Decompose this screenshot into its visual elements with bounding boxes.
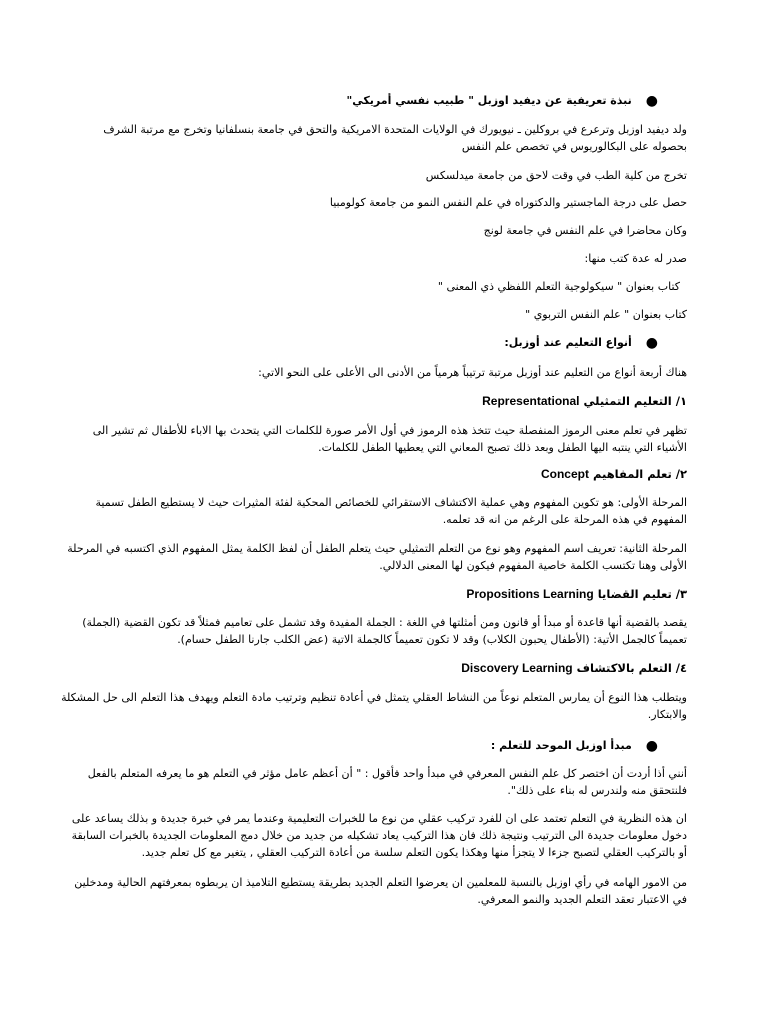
type-2-stage-2: المرحلة الثانية: تعريف اسم المفهوم وهو نوع من التعلم التمثيلي حيث يتعلم الطفل أن لفظ الكلمة يمثل المفهوم الذي اكتسبه في المرحلة الأولى وهنا تكتسب الكلمة خاصية المفهوم فيكون لها المعنى الدلالي. (67, 542, 687, 572)
principle-quote: أنني أذا أردت أن اختصر كل علم النفس المعرفي في مبدأ واحد فأقول : " أن أعظم عامل مؤثر في التعلم هو ما يعرفه المتعلم بالفعل فلنتحقق منه ولندرس له بناء على ذلك". (87, 767, 687, 797)
bullet-dot-icon: ● (645, 334, 658, 351)
bio-paragraph-3: حصل على درجة الماجستير والدكتوراه في علم النفس النمو من جامعة كولومبيا (329, 196, 687, 209)
bullet-dot-icon: ● (645, 92, 658, 109)
bio-paragraph-5: صدر له عدة كتب منها: (584, 252, 687, 265)
bio-paragraph-1: ولد ديفيد اوزبل وترعرع في بروكلين ـ نيويورك في الولايات المتحدة الامريكية والتحق في جامعة بنسلفانيا وتخرج مع مرتبة الشرف بحصوله على البكالوريوس في تخصص علم النفس (103, 123, 687, 153)
type-2-stage-1: المرحلة الأولى: هو تكوين المفهوم وهي عملية الاكتشاف الاستقرائي للخصائص المحكية لفئة المثيرات حيث لا يستطيع الطفل تسمية المفهوم في هذه المرحلة على الرغم من انه قد تعلمه. (95, 496, 687, 526)
types-intro: هناك أربعة أنواع من التعليم عند أوزبل مرتبة ترتيباً هرمياً من الأدنى الى الأعلى على النحو الاتي: (258, 366, 687, 379)
type-2-heading: ٢/ تعلم المفاهيم Concept (540, 467, 687, 481)
book-title-2: كتاب بعنوان " علم النفس التربوي " (525, 308, 687, 321)
book-title-1: كتاب بعنوان " سيكولوجية التعلم اللفظي ذي المعنى " (437, 280, 680, 293)
type-3-paragraph: يقصد بالقضية أنها قاعدة أو مبدأ أو قانون ومن أمثلتها في اللغة : الجملة المفيدة وقد تشمل على تعاميم فمثلاً قد تكون القضية (الجملة) تعميماً كالجمل الأتية: (الأطفال يحبون الكلاب) وقد لا تكون تعميماً كالجملة الاتية (عض الكلب جارنا الطفل حسام). (82, 616, 687, 646)
type-3-heading: ٣/ تعليم القضايا Propositions Learning (466, 587, 687, 601)
teachers-paragraph: من الامور الهامه في رأي اوزبل بالنسبة للمعلمين ان يعرضوا التعلم الجديد بطريقة يستطيع التلاميذ ان يربطوه بمعرفتهم الحالية ومدخلين في الاعتبار تعقد التعلم الجديد والنمو المعرفي. (74, 876, 687, 906)
bullet-dot-icon: ● (645, 737, 658, 754)
bio-paragraph-4: وكان محاضرا في علم النفس في جامعة لونج (483, 224, 687, 237)
bullet-types-title: ●أنواع التعليم عند أوزبل: (504, 334, 658, 351)
bullet-bio-title: ●نبذة تعريفية عن ديفيد اوزبل " طبيب نفسي أمريكي" (346, 92, 658, 109)
type-1-paragraph: تظهر في تعلم معنى الرموز المنفصلة حيث تتخذ هذه الرموز في أول الأمر صورة للكلمات التي يتحدث بها الاباء للأطفال ثم تشير الى الأشياء التي ينتبه اليها الطفل وبعد ذلك تصبح المعاني التي يعطيها الطفل للكلمات. (92, 424, 687, 454)
type-4-heading: ٤/ التعلم بالاكتشاف Discovery Learning (461, 661, 687, 675)
type-4-paragraph: ويتطلب هذا النوع أن يمارس المتعلم نوعاً من النشاط العقلي يتمثل في أعادة تنظيم وترتيب مادة التعلم ويهدف هذا التعلم الى حل المشكلة والابتكار. (61, 691, 687, 721)
bullet-principle-title: ●مبدأ اوزبل الموحد للتعلم : (490, 737, 658, 754)
type-1-heading: ١/ التعليم التمثيلي Representational (482, 394, 687, 408)
theory-paragraph: ان هذه النظرية في التعلم تعتمد على ان للفرد تركيب عقلي من نوع ما للخبرات التعليمية وعندما يمر في خبرة جديدة و بذلك يساعد على دخول معلومات جديدة الى الترتيب ونتيجة ذلك فان هذا التركيب يعاد تشكيله من جديد من خلال دمج المعلومات الجديدة بالخبرات السابقة أو بالتركيب العقلي لتصبح جزءا لا يتجزأ منها وهكذا يكون التعلم سلسة من أعادة التركيب العقلي , يتغير مع كل تعلم جديد. (71, 812, 687, 859)
bio-paragraph-2: تخرج من كلية الطب في وقت لاحق من جامعة ميدلسكس (425, 169, 687, 182)
